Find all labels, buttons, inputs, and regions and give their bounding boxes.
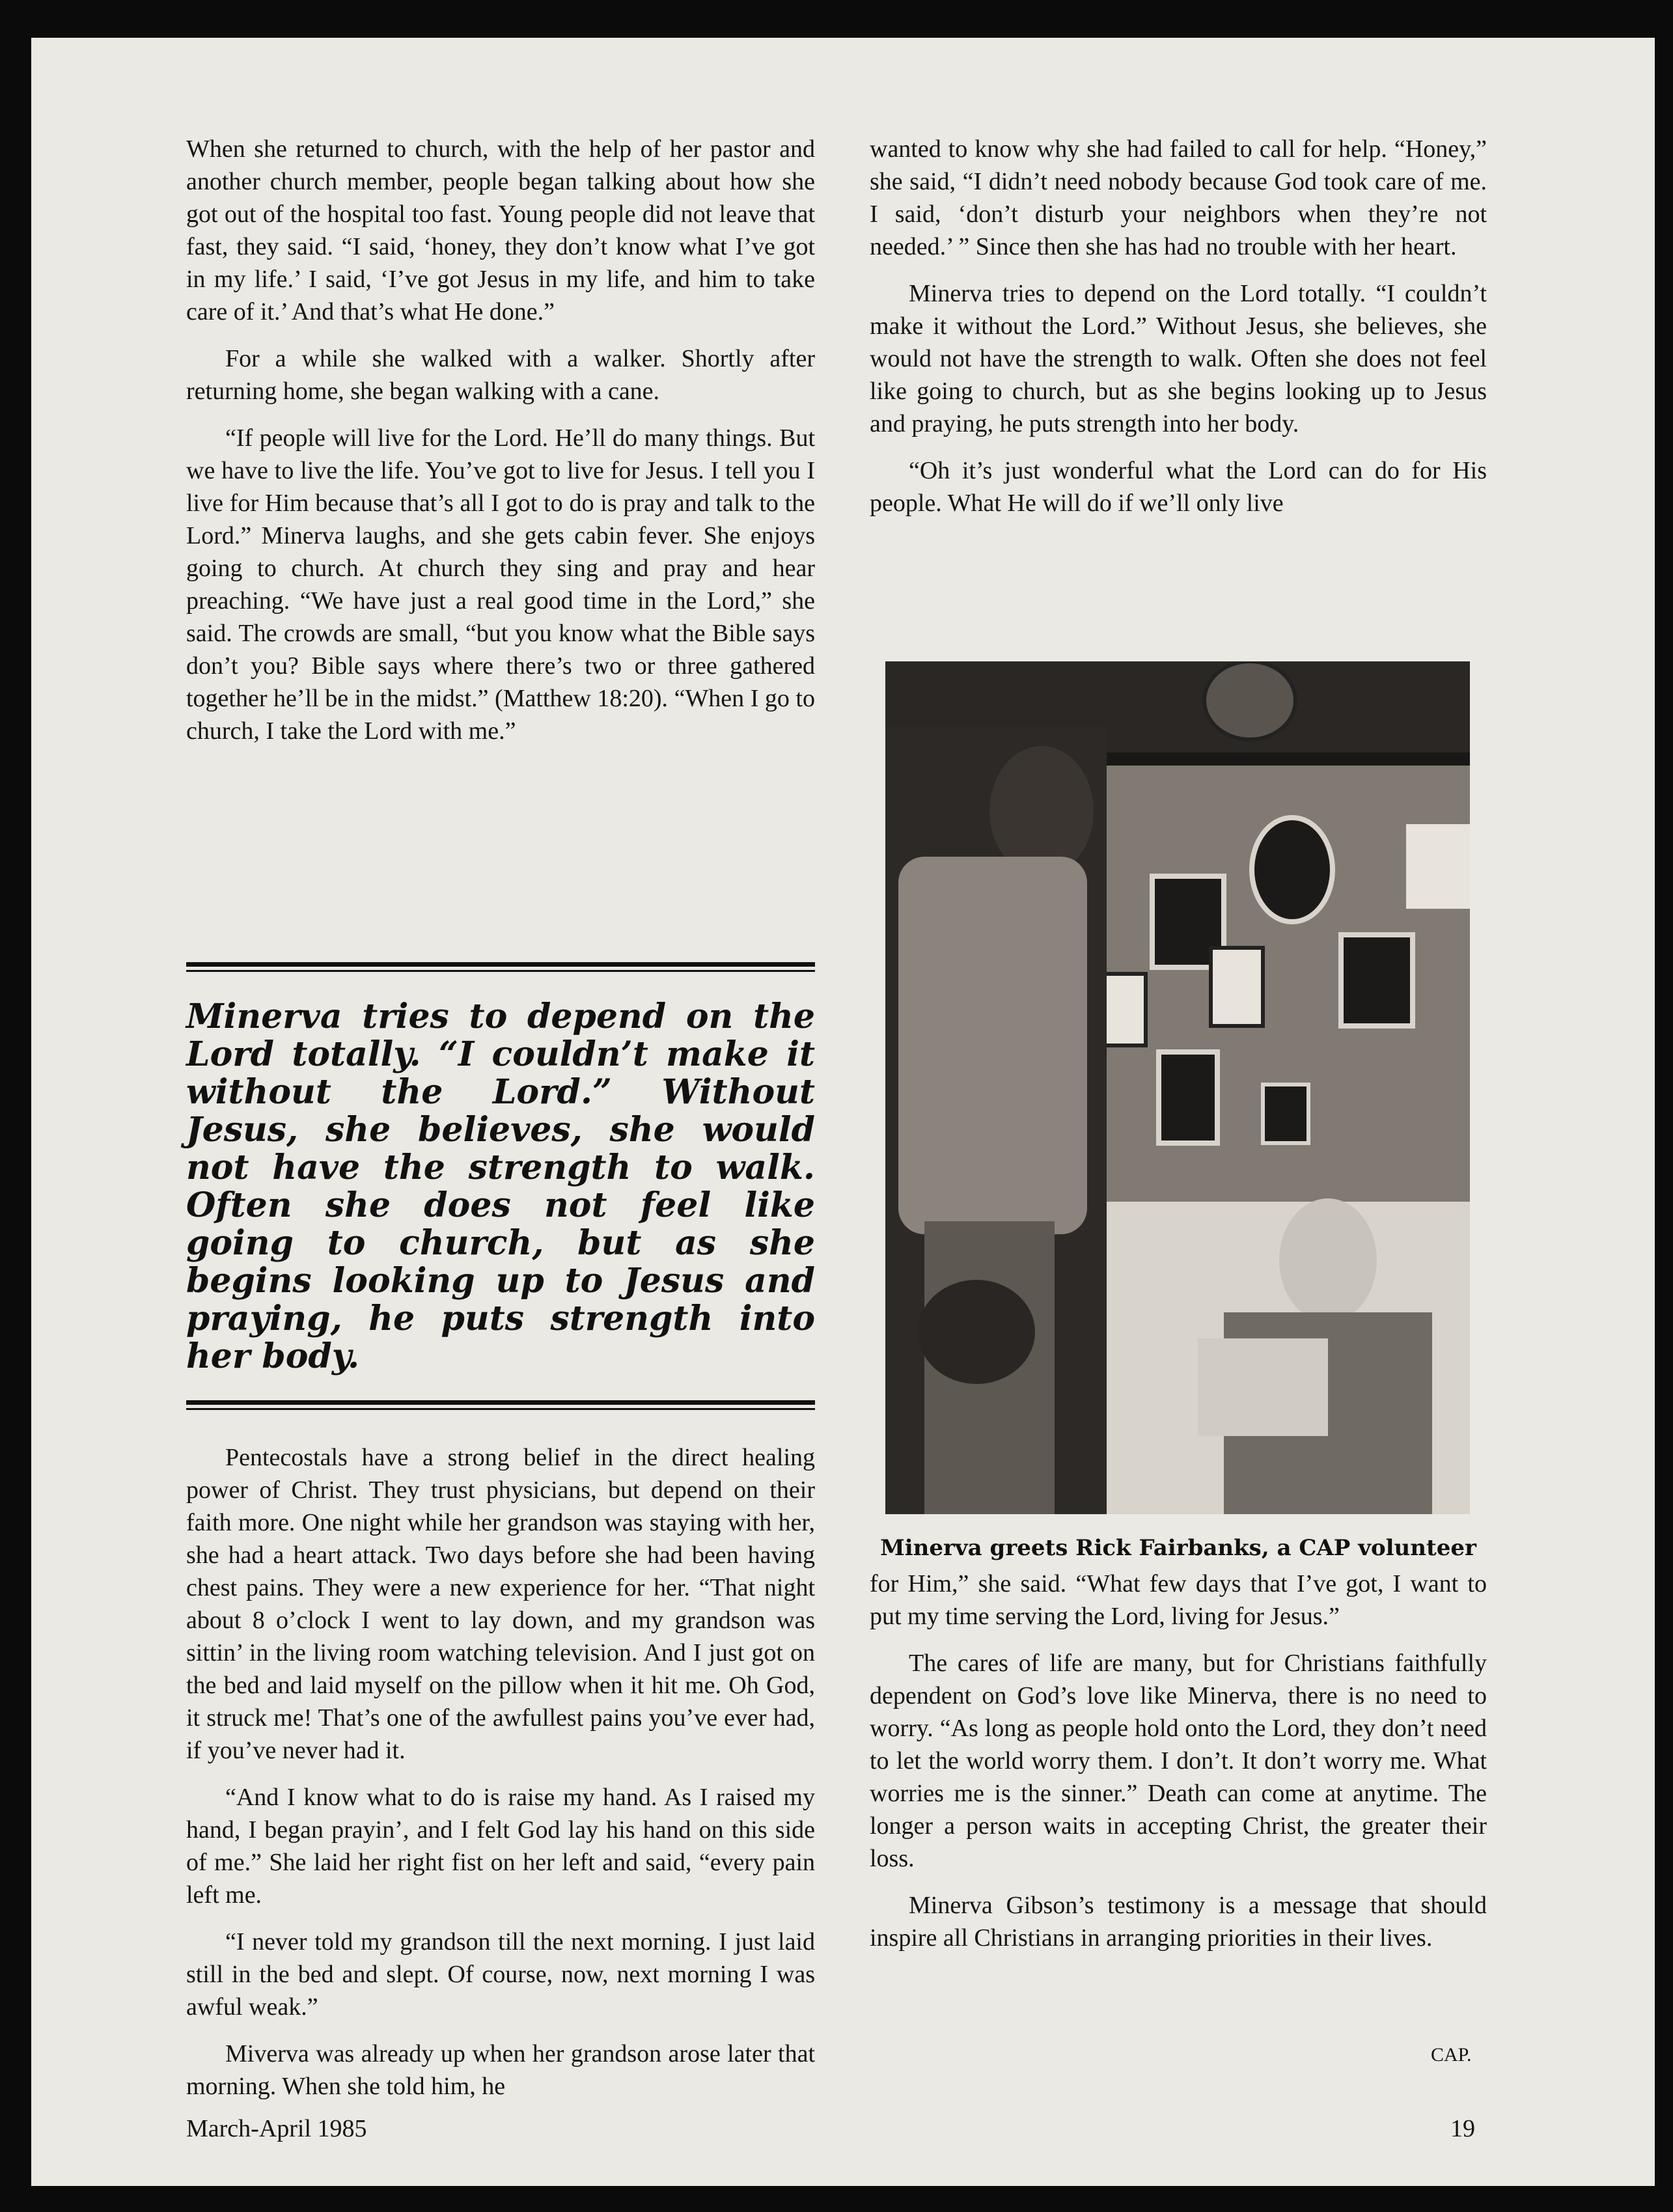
pull-quote-block [186,962,815,2117]
pull-quote: Minerva tries to depend on the Lord totally. “I couldn’t make it without the Lord.” Without Jesus, she believes, she would not have the strength to walk. Often she does not feel like going to church, but as she begins looking up to Jesus and praying, he puts strength into her body. [186,997,815,1376]
body-paragraph: “I never told my grandson till the next morning. I just laid still in the bed and slept. Of course, now, next morning I was awful weak.” [186,1928,815,2021]
pull-quote-bottom-rules [186,1400,815,1410]
body-paragraph: For a while she walked with a walker. Shortly after returning home, she began walking with a cane. [186,345,815,405]
divider [186,970,815,972]
body-paragraph: The cares of life are many, but for Christians faithfully dependent on God’s love like Minerva, there is no need to worry. “As long as people hold onto the Lord, they don’t need to let the world worry them. I don’t. It don’t worry me. What worries me is the sinner.” Death can come at anytime. The longer a person waits in accepting Christ, the greater their loss. [870,1650,1487,1872]
divider [186,1408,815,1410]
right-column [870,133,1487,534]
body-paragraph: Pentecostals have a strong belief in the direct healing power of Christ. They trust physicians, but depend on their faith more. One night while her grandson was staying with her, she had a heart attack. Two days before she had been having chest pains. They were a new experience for her. “That night about 8 o’clock I went to lay down, and my grandson was sittin’ in the living room watching television. And I just got on the bed and laid myself on the pillow when it hit me. Oh God, it struck me! That’s one of the awfullest pains you’ve ever had, if you’ve never had it. [186,1444,815,1764]
body-paragraph: for Him,” she said. “What few days that I’ve got, I want to put my time serving the Lord, living for Jesus.” [870,1570,1487,1630]
left-column [186,133,815,762]
body-paragraph: “And I know what to do is raise my hand. As I raised my hand, I began prayin’, and I felt God lay his hand on this side of me.” She laid her right fist on her left and said, “every pain left me. [186,1784,815,1909]
photo-minerva-and-volunteer [885,661,1470,1514]
body-paragraph: “If people will live for the Lord. He’ll do many things. But we have to live the life. You’ve got to live for Jesus. I tell you I live for Him because that’s all I got to do is pray and talk to the Lord.” Minerva laughs, and she gets cabin fever. She enjoys going to church. At church they sing and pray and hear preaching. “We have just a real good time in the Lord,” she said. The crowds are small, “but you know what the Bible says don’t you? Bible says where there’s two or three gathered together he’ll be in the midst.” (Matthew 18:20). “When I go to church, I take the Lord with me.” [186,424,815,745]
body-paragraph: wanted to know why she had failed to call for help. “Honey,” she said, “I didn’t need nobody because God took care of me. I said, ‘don’t disturb your neighbors when they’re not needed.’ ” Since then she has had no trouble with her heart. [870,135,1487,260]
photo-caption: Minerva greets Rick Fairbanks, a CAP volunteer [880,1535,1476,1561]
left-column-continued [186,1441,815,2103]
author-signature: CAP. [1431,2044,1472,2066]
body-paragraph: When she returned to church, with the help of her pastor and another church member, people began talking about how she got out of the hospital too fast. Young people did not leave that fast, they said. “I said, ‘honey, they don’t know what I’ve got in my life.’ I said, ‘I’ve got Jesus in my life, and him to take care of it.’ And that’s what He done.” [186,135,815,325]
divider [186,1400,815,1405]
divider [186,962,815,967]
magazine-page [31,38,1655,2186]
pull-quote-top-rules [186,962,815,972]
issue-date: March-April 1985 [186,2115,367,2142]
body-paragraph: Minerva Gibson’s testimony is a message that should inspire all Christians in arranging priorities in their lives. [870,1892,1487,1952]
page-number: 19 [1450,2115,1475,2142]
photo-illustration [885,661,1470,1514]
body-paragraph: “Oh it’s just wonderful what the Lord can do for His people. What He will do if we’ll only live [870,457,1487,517]
body-paragraph: Minerva tries to depend on the Lord totally. “I couldn’t make it without the Lord.” Without Jesus, she believes, she would not have the strength to walk. Often she does not feel like going to church, but as she begins looking up to Jesus and praying, he puts strength into her body. [870,280,1487,437]
right-column-continued [870,1568,1487,1969]
body-paragraph: Miverva was already up when her grandson arose later that morning. When she told him, he [186,2040,815,2100]
